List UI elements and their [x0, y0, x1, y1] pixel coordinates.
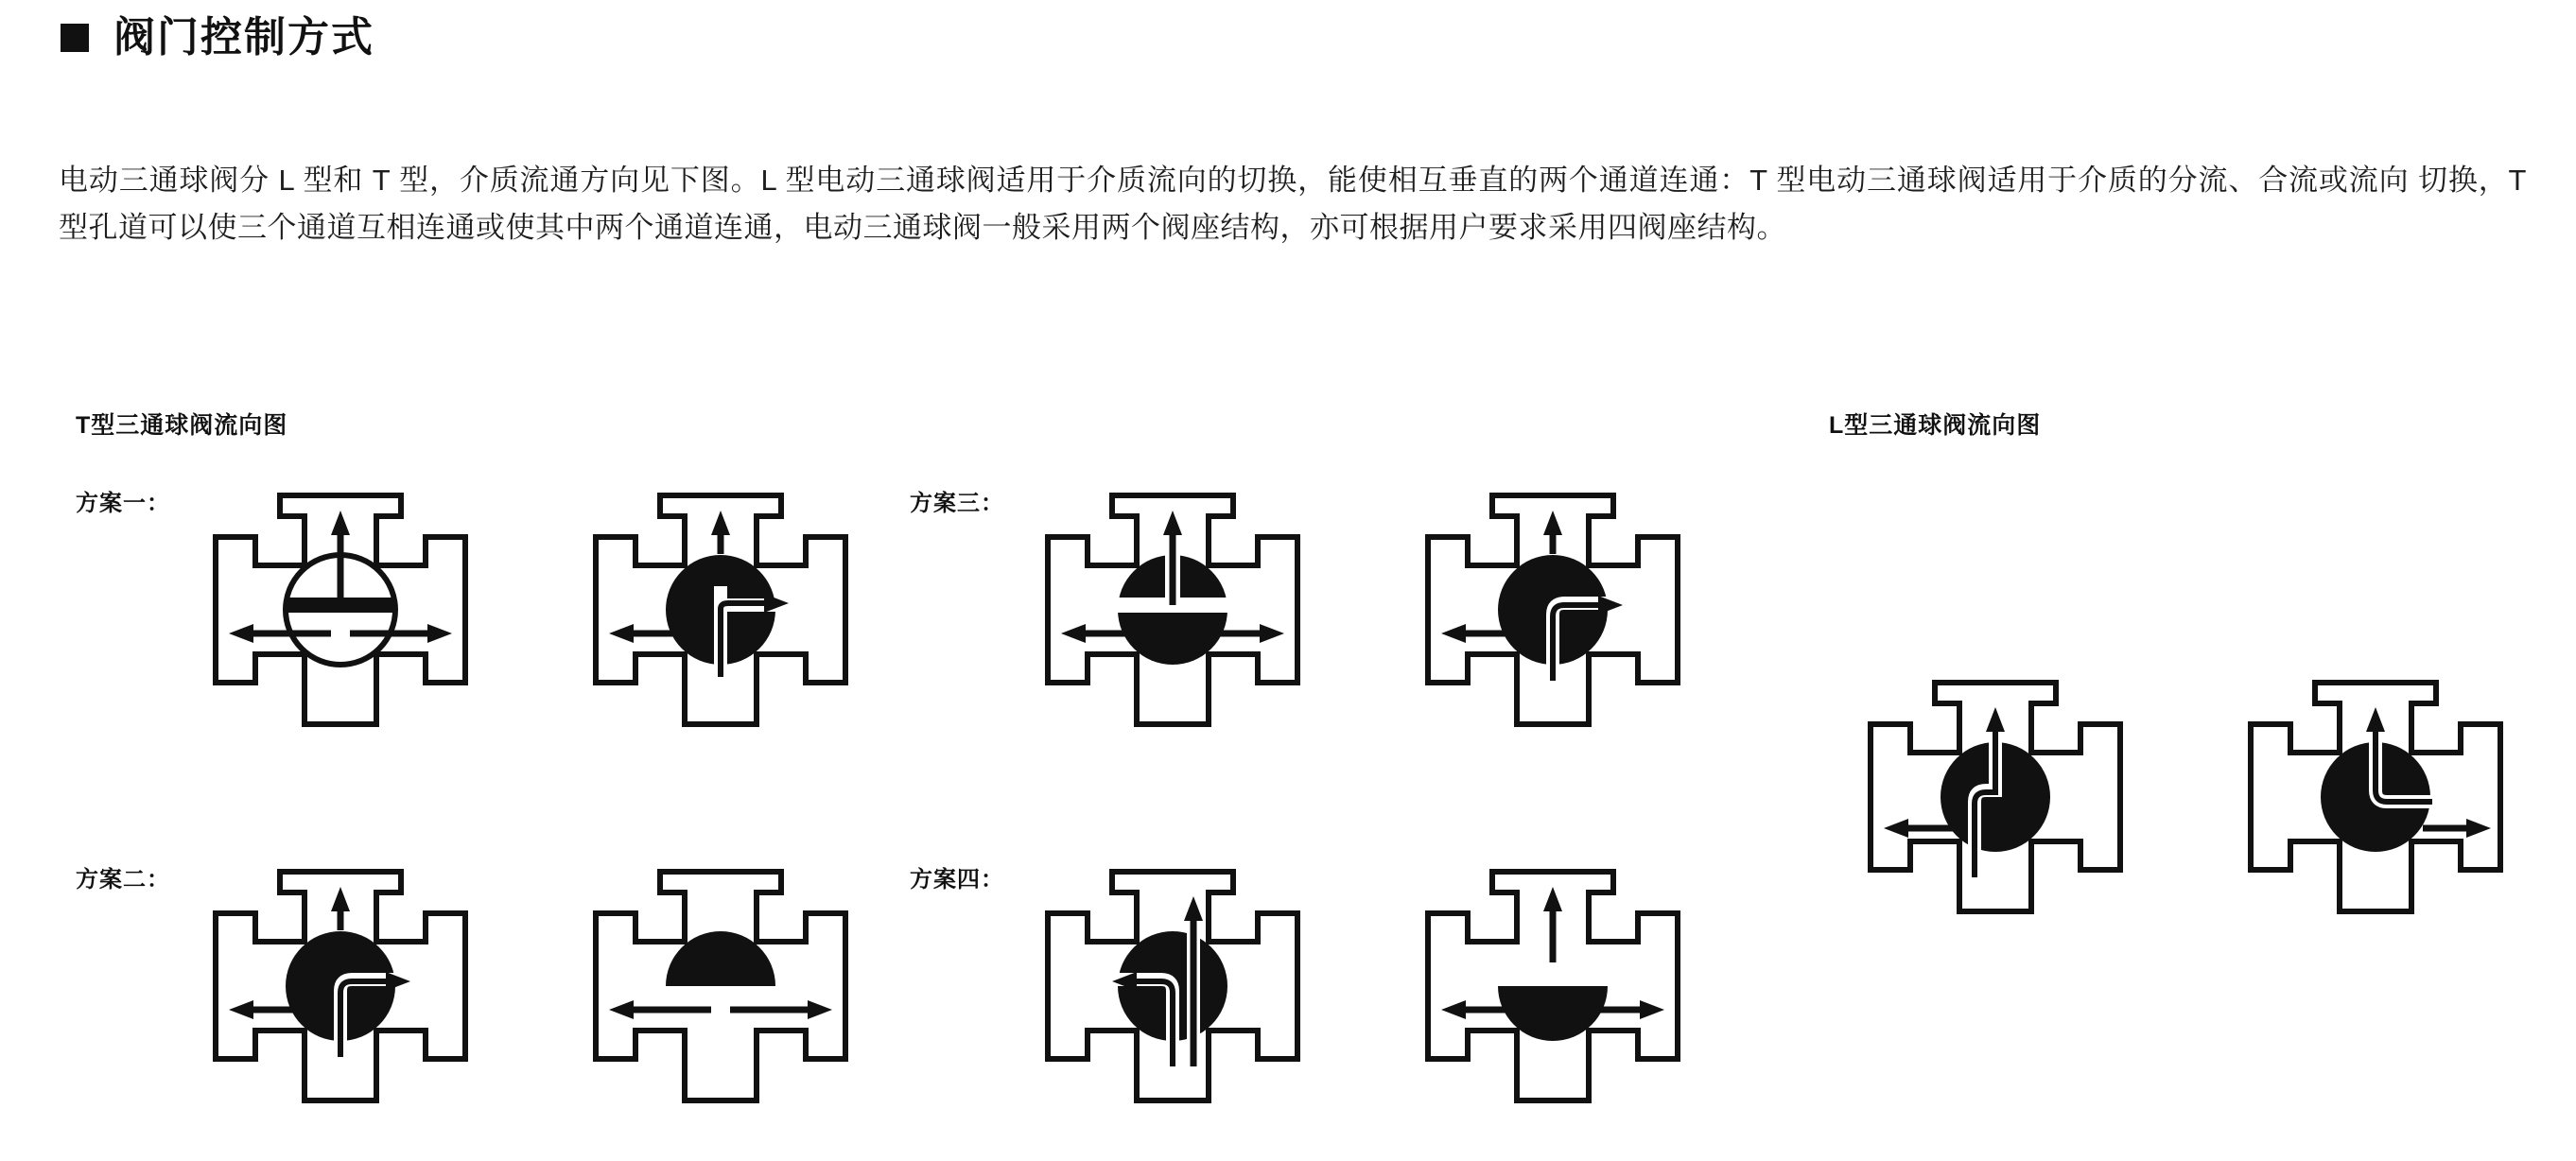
- plan-label-4: 方案四：: [910, 867, 1004, 892]
- intro-paragraph: 电动三通球阀分 L 型和 T 型，介质流通方向见下图。L 型电动三通球阀适用于介质流向的切换，能使相互垂直的两个通道连通：T 型电动三通球阀适用于介质的分流、合流或流向 切换，T 型孔道可以使三个通道互相连通或使其中两个通道连通，电动三通球阀一般采用两个阀座结构，亦可根据用户要求采用四阀座结构。: [59, 164, 2527, 245]
- valve-figure-t-plan3-left: [1031, 492, 1314, 728]
- page-title: 阀门控制方式: [113, 14, 374, 61]
- valve-figure-t-plan2-right: [579, 868, 862, 1104]
- valve-figure-t-plan4-left: [1031, 868, 1314, 1104]
- valve-figure-t-plan2-left: [199, 868, 482, 1104]
- plan-label-2: 方案二：: [76, 867, 170, 892]
- valve-figure-l-right: [2234, 679, 2517, 915]
- page-header: [61, 14, 374, 61]
- section-caption-t-type: T型三通球阀流向图: [76, 412, 288, 439]
- valve-figure-l-left: [1854, 679, 2137, 915]
- valve-figure-t-plan1-right: [579, 492, 862, 728]
- valve-figure-t-plan1-left: [199, 492, 482, 728]
- black-square-bullet-icon: [61, 24, 89, 52]
- plan-label-1: 方案一：: [76, 491, 170, 516]
- valve-figure-t-plan3-right: [1411, 492, 1695, 728]
- valve-figure-t-plan4-right: [1411, 868, 1695, 1104]
- plan-label-3: 方案三：: [910, 491, 1004, 516]
- section-caption-l-type: L型三通球阀流向图: [1829, 412, 2042, 439]
